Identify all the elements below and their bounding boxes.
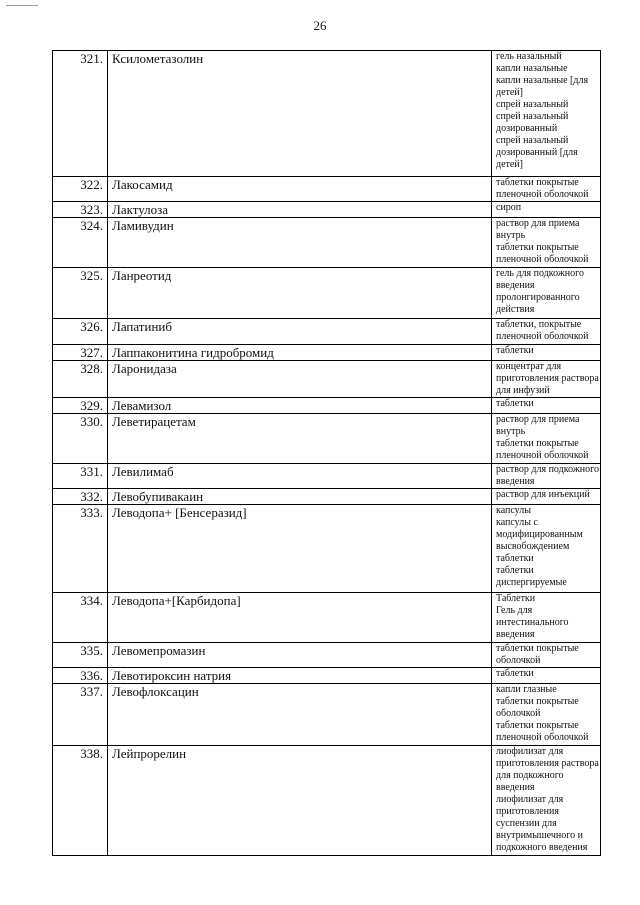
row-number: 331. xyxy=(53,464,108,489)
table-row xyxy=(53,464,601,489)
row-number: 334. xyxy=(53,593,108,643)
drug-name: Лейпрорелин xyxy=(108,746,492,856)
drug-name: Лапатиниб xyxy=(108,319,492,345)
page-number: 26 xyxy=(313,18,327,33)
table-row xyxy=(53,684,601,746)
drug-name: Левофлоксацин xyxy=(108,684,492,746)
row-number: 322. xyxy=(53,177,108,202)
drug-name: Ларонидаза xyxy=(108,361,492,398)
row-number: 329. xyxy=(53,398,108,414)
dosage-forms-text: таблетки xyxy=(496,668,534,679)
drug-name: Ламивудин xyxy=(108,218,492,268)
dosage-forms xyxy=(492,202,601,218)
dosage-forms-text: раствор для подкожного введения xyxy=(496,464,599,487)
dosage-forms xyxy=(492,361,601,398)
drug-name: Левомепромазин xyxy=(108,643,492,668)
drug-name: Лаппаконитина гидробромид xyxy=(108,345,492,361)
row-number: 332. xyxy=(53,489,108,505)
dosage-forms xyxy=(492,218,601,268)
dosage-forms-text: таблетки xyxy=(496,345,534,356)
table-row xyxy=(53,319,601,345)
row-number: 324. xyxy=(53,218,108,268)
row-number: 328. xyxy=(53,361,108,398)
dosage-forms-text: Таблетки Гель для интестинального введения xyxy=(496,593,569,640)
row-number: 325. xyxy=(53,268,108,319)
table-row xyxy=(53,361,601,398)
drug-name: Левотироксин натрия xyxy=(108,668,492,684)
dosage-forms-text: раствор для инъекций xyxy=(496,489,590,500)
dosage-forms xyxy=(492,593,601,643)
row-number: 338. xyxy=(53,746,108,856)
dosage-forms-text: лиофилизат для приготовления раствора для подкожного введения лиофилизат для приготовления суспензии для внутримышечного и подкожного введения xyxy=(496,746,599,853)
table-row xyxy=(53,489,601,505)
drug-name: Левамизол xyxy=(108,398,492,414)
dosage-forms xyxy=(492,684,601,746)
row-number: 333. xyxy=(53,505,108,593)
dosage-forms-text: сироп xyxy=(496,202,522,213)
table-row xyxy=(53,218,601,268)
dosage-forms xyxy=(492,398,601,414)
table-row xyxy=(53,345,601,361)
drug-name: Леводопа+[Карбидопа] xyxy=(108,593,492,643)
table-row xyxy=(53,177,601,202)
dosage-forms xyxy=(492,643,601,668)
drug-name: Ксилометазолин xyxy=(108,51,492,177)
dosage-forms-text: раствор для приема внутрь таблетки покрытые пленочной оболочкой xyxy=(496,414,589,461)
drug-name: Лакосамид xyxy=(108,177,492,202)
dosage-forms xyxy=(492,464,601,489)
table-row xyxy=(53,51,601,177)
drug-name: Левобупивакаин xyxy=(108,489,492,505)
row-number: 327. xyxy=(53,345,108,361)
row-number: 326. xyxy=(53,319,108,345)
dosage-forms-text: гель назальный капли назальные капли назальные [для детей] спрей назальный спрей назальный дозированный спрей назальный дозированный [для детей] xyxy=(496,51,589,170)
table-row xyxy=(53,593,601,643)
dosage-forms-text: таблетки, покрытые пленочной оболочкой xyxy=(496,319,589,342)
dosage-forms-text: концентрат для приготовления раствора для инфузий xyxy=(496,361,599,396)
dosage-forms xyxy=(492,268,601,319)
row-number: 337. xyxy=(53,684,108,746)
table-row xyxy=(53,746,601,856)
dosage-forms xyxy=(492,177,601,202)
table-row xyxy=(53,643,601,668)
dosage-forms xyxy=(492,319,601,345)
dosage-forms-text: капли глазные таблетки покрытые оболочкой таблетки покрытые пленочной оболочкой xyxy=(496,684,589,743)
dosage-forms xyxy=(492,414,601,464)
row-number: 330. xyxy=(53,414,108,464)
dosage-forms-text: таблетки покрытые пленочной оболочкой xyxy=(496,177,589,200)
drug-table-body xyxy=(53,51,601,856)
row-number: 321. xyxy=(53,51,108,177)
table-row xyxy=(53,398,601,414)
header-rule xyxy=(6,5,38,6)
drug-name: Леветирацетам xyxy=(108,414,492,464)
table-row xyxy=(53,668,601,684)
dosage-forms xyxy=(492,505,601,593)
drug-name: Леводопа+ [Бенсеразид] xyxy=(108,505,492,593)
row-number: 336. xyxy=(53,668,108,684)
row-number: 335. xyxy=(53,643,108,668)
drug-name: Лактулоза xyxy=(108,202,492,218)
dosage-forms xyxy=(492,345,601,361)
dosage-forms-text: гель для подкожного введения пролонгированного действия xyxy=(496,268,585,315)
dosage-forms xyxy=(492,51,601,177)
drug-table xyxy=(52,50,601,856)
dosage-forms xyxy=(492,668,601,684)
dosage-forms xyxy=(492,746,601,856)
dosage-forms xyxy=(492,489,601,505)
table-row xyxy=(53,202,601,218)
row-number: 323. xyxy=(53,202,108,218)
dosage-forms-text: капсулы капсулы с модифицированным высвобождением таблетки таблетки диспергируемые xyxy=(496,505,583,588)
table-row xyxy=(53,414,601,464)
table-row xyxy=(53,505,601,593)
drug-name: Ланреотид xyxy=(108,268,492,319)
dosage-forms-text: таблетки xyxy=(496,398,534,409)
dosage-forms-text: раствор для приема внутрь таблетки покрытые пленочной оболочкой xyxy=(496,218,589,265)
dosage-forms-text: таблетки покрытые оболочкой xyxy=(496,643,579,666)
table-row xyxy=(53,268,601,319)
drug-name: Левилимаб xyxy=(108,464,492,489)
